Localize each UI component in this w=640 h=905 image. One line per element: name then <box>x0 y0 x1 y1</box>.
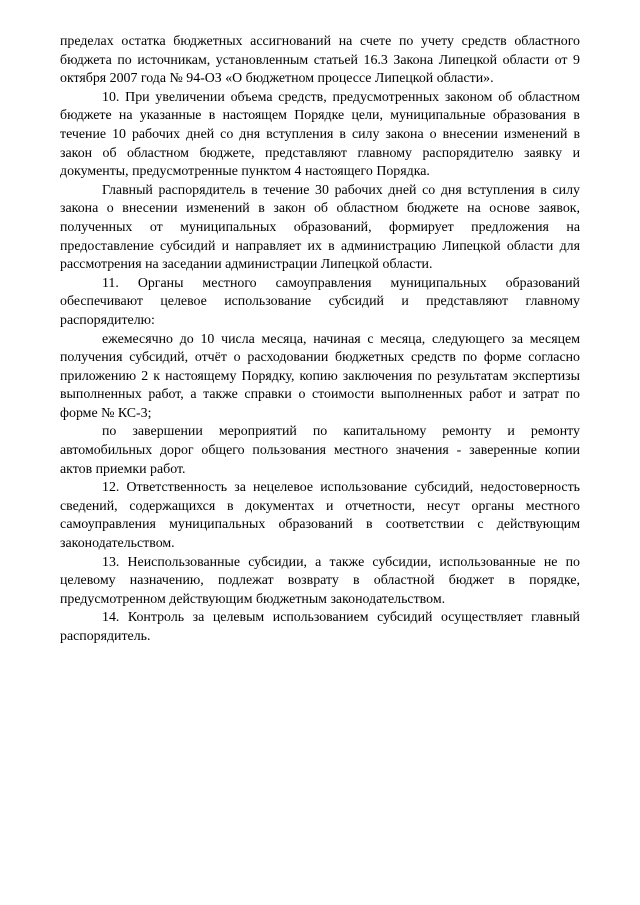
paragraph-monthly-report: ежемесячно до 10 числа месяца, начиная с месяца, следующего за месяцем получения субсидий, отчёт о расходовании бюджетных средств по форме согласно приложению 2 к настоящему Порядку, копию заключения по результатам экспертизы выполненных работ, а также справки о стоимости выполненных работ и затрат по форме № КС-3; <box>60 331 580 421</box>
paragraph-chief-manager: Главный распорядитель в течение 30 рабочих дней со дня вступления в силу закона о внесении изменений в закон об областном бюджете на основе заявок, полученных от муниципальных образований, формирует предложения на предоставление субсидий и направляет их в администрацию Липецкой области для рассмотрения на заседании администрации Липецкой области. <box>60 182 580 273</box>
paragraph-continuation: пределах остатка бюджетных ассигнований на счете по учету средств областного бюджета по источникам, установленным статьей 16.3 Закона Липецкой области от 9 октября 2007 года № 94-ОЗ «О бюджетном процессе Липецкой области». <box>60 34 580 87</box>
paragraph-item-12: 12. Ответственность за нецелевое использование субсидий, недостоверность сведений, содержащихся в документах и отчетности, несут органы местного самоуправления муниципальных образований в соответствии с действующим законодательством. <box>60 480 580 552</box>
document-body <box>60 33 580 647</box>
paragraph-item-11: 11. Органы местного самоуправления муниципальных образований обеспечивают целевое использование субсидий и представляют главному распорядителю: <box>60 275 580 328</box>
paragraph-completion-acts: по завершении мероприятий по капитальному ремонту и ремонту автомобильных дорог общего пользования местного значения - заверенные копии актов приемки работ. <box>60 424 580 477</box>
paragraph-item-10: 10. При увеличении объема средств, предусмотренных законом об областном бюджете на указанные в настоящем Порядке цели, муниципальные образования в течение 10 рабочих дней со дня вступления в силу закона о внесении изменений в закон об областном бюджете, представляют главному распорядителю заявку и документы, предусмотренные пунктом 4 настоящего Порядка. <box>60 89 580 180</box>
paragraph-item-13: 13. Неиспользованные субсидии, а также субсидии, использованные не по целевому назначению, подлежат возврату в областной бюджет в порядке, предусмотренном действующим бюджетным законодательством. <box>60 554 580 607</box>
paragraph-item-14: 14. Контроль за целевым использованием субсидий осуществляет главный распорядитель. <box>60 610 580 644</box>
